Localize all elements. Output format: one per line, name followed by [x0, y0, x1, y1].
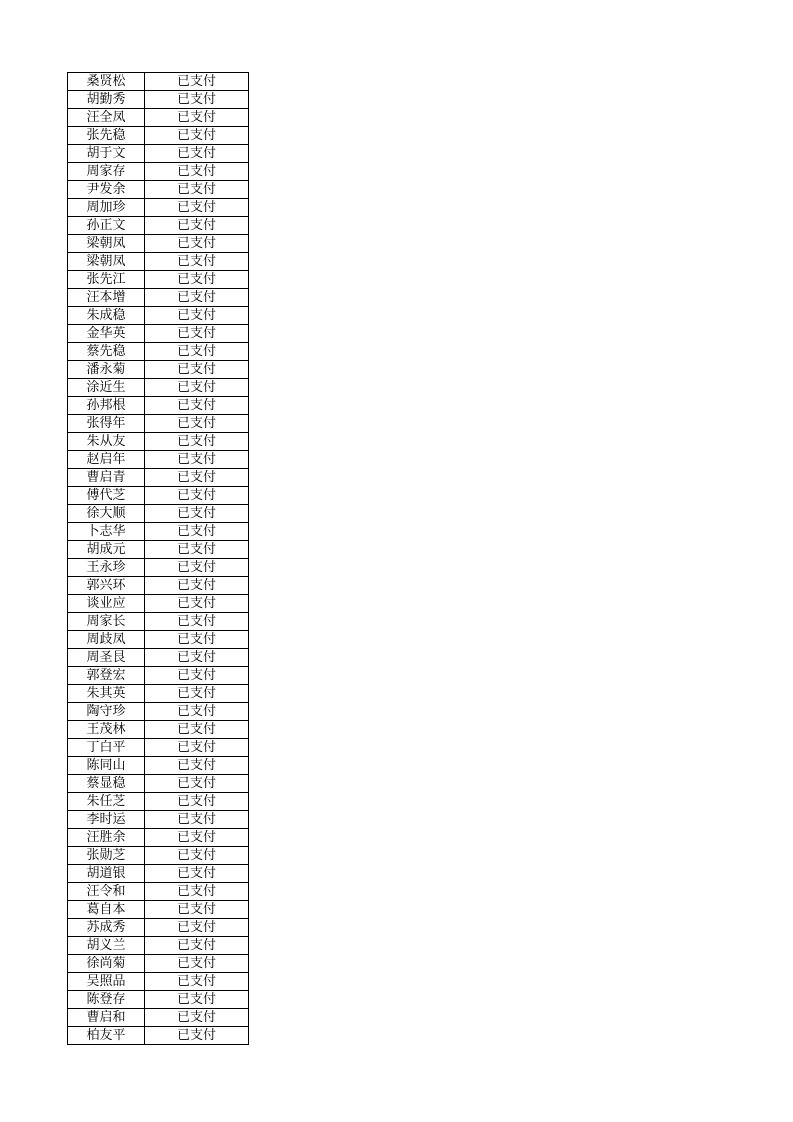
payment-status-cell: 已支付	[145, 649, 249, 667]
table-row	[68, 145, 249, 163]
payment-status-cell: 已支付	[145, 901, 249, 919]
table-row	[68, 919, 249, 937]
table-row	[68, 631, 249, 649]
payment-status-cell: 已支付	[145, 847, 249, 865]
table-row	[68, 667, 249, 685]
table-row	[68, 739, 249, 757]
payment-status-cell: 已支付	[145, 487, 249, 505]
table-row	[68, 163, 249, 181]
name-cell: 胡道银	[68, 865, 145, 883]
table-row	[68, 181, 249, 199]
name-cell: 徐大顺	[68, 505, 145, 523]
payment-status-cell: 已支付	[145, 307, 249, 325]
table-row	[68, 757, 249, 775]
payment-status-cell: 已支付	[145, 775, 249, 793]
name-cell: 胡义兰	[68, 937, 145, 955]
table-row	[68, 595, 249, 613]
payment-status-cell: 已支付	[145, 685, 249, 703]
name-cell: 陶守珍	[68, 703, 145, 721]
payment-status-cell: 已支付	[145, 667, 249, 685]
payment-status-cell: 已支付	[145, 433, 249, 451]
payment-status-cell: 已支付	[145, 199, 249, 217]
table-row	[68, 829, 249, 847]
name-cell: 葛自本	[68, 901, 145, 919]
payment-status-cell: 已支付	[145, 721, 249, 739]
name-cell: 苏成秀	[68, 919, 145, 937]
name-cell: 胡成元	[68, 541, 145, 559]
name-cell: 张先稳	[68, 127, 145, 145]
payment-status-cell: 已支付	[145, 289, 249, 307]
name-cell: 潘永菊	[68, 361, 145, 379]
name-cell: 孙邦根	[68, 397, 145, 415]
payment-status-cell: 已支付	[145, 991, 249, 1009]
payment-status-cell: 已支付	[145, 883, 249, 901]
payment-status-cell: 已支付	[145, 415, 249, 433]
payment-status-cell: 已支付	[145, 631, 249, 649]
name-cell: 谈业应	[68, 595, 145, 613]
payment-status-cell: 已支付	[145, 163, 249, 181]
payment-status-cell: 已支付	[145, 127, 249, 145]
table-row	[68, 127, 249, 145]
table-row	[68, 325, 249, 343]
name-cell: 张先江	[68, 271, 145, 289]
table-row	[68, 289, 249, 307]
name-cell: 丁白平	[68, 739, 145, 757]
table-row	[68, 973, 249, 991]
payment-status-cell: 已支付	[145, 379, 249, 397]
table-row	[68, 523, 249, 541]
payment-status-cell: 已支付	[145, 613, 249, 631]
table-row	[68, 217, 249, 235]
payment-status-cell: 已支付	[145, 757, 249, 775]
name-cell: 周歧凤	[68, 631, 145, 649]
table-row	[68, 1009, 249, 1027]
name-cell: 朱其英	[68, 685, 145, 703]
payment-status-cell: 已支付	[145, 793, 249, 811]
table-body	[68, 73, 249, 1045]
name-cell: 周家长	[68, 613, 145, 631]
payment-status-cell: 已支付	[145, 811, 249, 829]
payment-status-cell: 已支付	[145, 703, 249, 721]
table-row	[68, 487, 249, 505]
name-cell: 胡于文	[68, 145, 145, 163]
name-cell: 张勋芝	[68, 847, 145, 865]
table-row	[68, 793, 249, 811]
payment-status-cell: 已支付	[145, 577, 249, 595]
table-row	[68, 811, 249, 829]
payment-status-cell: 已支付	[145, 955, 249, 973]
table-row	[68, 721, 249, 739]
payment-status-cell: 已支付	[145, 865, 249, 883]
name-cell: 孙正文	[68, 217, 145, 235]
name-cell: 尹发余	[68, 181, 145, 199]
payment-status-cell: 已支付	[145, 469, 249, 487]
name-cell: 周加珍	[68, 199, 145, 217]
table-row	[68, 955, 249, 973]
name-cell: 周圣艮	[68, 649, 145, 667]
table-row	[68, 397, 249, 415]
name-cell: 汪全凤	[68, 109, 145, 127]
table-row	[68, 379, 249, 397]
payment-status-cell: 已支付	[145, 451, 249, 469]
table-row	[68, 505, 249, 523]
name-cell: 蔡显稳	[68, 775, 145, 793]
payment-status-cell: 已支付	[145, 541, 249, 559]
payment-status-cell: 已支付	[145, 1009, 249, 1027]
table-row	[68, 901, 249, 919]
table-row	[68, 109, 249, 127]
table-row	[68, 685, 249, 703]
table-row	[68, 865, 249, 883]
name-cell: 朱任芝	[68, 793, 145, 811]
table-row	[68, 199, 249, 217]
table-row	[68, 847, 249, 865]
table-row	[68, 415, 249, 433]
name-cell: 涂近生	[68, 379, 145, 397]
name-cell: 郭兴环	[68, 577, 145, 595]
name-cell: 王茂林	[68, 721, 145, 739]
name-cell: 傅代芝	[68, 487, 145, 505]
table-row	[68, 1027, 249, 1045]
table-row	[68, 91, 249, 109]
payment-status-cell: 已支付	[145, 181, 249, 199]
name-cell: 郭登宏	[68, 667, 145, 685]
payment-status-cell: 已支付	[145, 559, 249, 577]
table-row	[68, 271, 249, 289]
name-cell: 李时运	[68, 811, 145, 829]
name-cell: 桑贤松	[68, 73, 145, 91]
name-cell: 蔡先稳	[68, 343, 145, 361]
payment-status-cell: 已支付	[145, 253, 249, 271]
payment-status-cell: 已支付	[145, 919, 249, 937]
name-cell: 王永珍	[68, 559, 145, 577]
name-cell: 胡勤秀	[68, 91, 145, 109]
table-row	[68, 307, 249, 325]
name-cell: 汪令和	[68, 883, 145, 901]
table-row	[68, 235, 249, 253]
table-row	[68, 253, 249, 271]
payment-status-cell: 已支付	[145, 973, 249, 991]
payment-status-cell: 已支付	[145, 271, 249, 289]
table-row	[68, 541, 249, 559]
payment-status-cell: 已支付	[145, 235, 249, 253]
table-row	[68, 937, 249, 955]
table-row	[68, 775, 249, 793]
name-cell: 汪本增	[68, 289, 145, 307]
name-cell: 朱从友	[68, 433, 145, 451]
table-row	[68, 451, 249, 469]
name-cell: 陈同山	[68, 757, 145, 775]
table-row	[68, 433, 249, 451]
name-cell: 柏友平	[68, 1027, 145, 1045]
payment-status-cell: 已支付	[145, 325, 249, 343]
table-row	[68, 883, 249, 901]
name-cell: 汪胜余	[68, 829, 145, 847]
table-row	[68, 649, 249, 667]
payment-status-cell: 已支付	[145, 91, 249, 109]
name-cell: 梁朝凤	[68, 253, 145, 271]
payment-status-cell: 已支付	[145, 397, 249, 415]
table-row	[68, 991, 249, 1009]
payment-status-cell: 已支付	[145, 1027, 249, 1045]
payment-status-cell: 已支付	[145, 73, 249, 91]
table-row	[68, 73, 249, 91]
table-row	[68, 577, 249, 595]
payment-status-cell: 已支付	[145, 505, 249, 523]
payment-status-cell: 已支付	[145, 361, 249, 379]
name-cell: 周家存	[68, 163, 145, 181]
payment-status-cell: 已支付	[145, 523, 249, 541]
payment-status-cell: 已支付	[145, 217, 249, 235]
payment-status-cell: 已支付	[145, 595, 249, 613]
payment-status-cell: 已支付	[145, 829, 249, 847]
name-cell: 赵启年	[68, 451, 145, 469]
name-cell: 徐尚菊	[68, 955, 145, 973]
name-cell: 梁朝凤	[68, 235, 145, 253]
table-row	[68, 361, 249, 379]
payment-status-cell: 已支付	[145, 937, 249, 955]
payment-status-cell: 已支付	[145, 145, 249, 163]
payment-status-cell: 已支付	[145, 343, 249, 361]
name-cell: 曹启和	[68, 1009, 145, 1027]
name-cell: 吴照品	[68, 973, 145, 991]
payment-status-cell: 已支付	[145, 739, 249, 757]
name-cell: 陈登存	[68, 991, 145, 1009]
table-row	[68, 343, 249, 361]
name-cell: 张得年	[68, 415, 145, 433]
payment-status-cell: 已支付	[145, 109, 249, 127]
table-row	[68, 703, 249, 721]
name-cell: 曹启青	[68, 469, 145, 487]
payment-status-table	[67, 72, 249, 1045]
name-cell: 卜志华	[68, 523, 145, 541]
table-row	[68, 559, 249, 577]
table-row	[68, 613, 249, 631]
name-cell: 朱成稳	[68, 307, 145, 325]
name-cell: 金华英	[68, 325, 145, 343]
table-row	[68, 469, 249, 487]
